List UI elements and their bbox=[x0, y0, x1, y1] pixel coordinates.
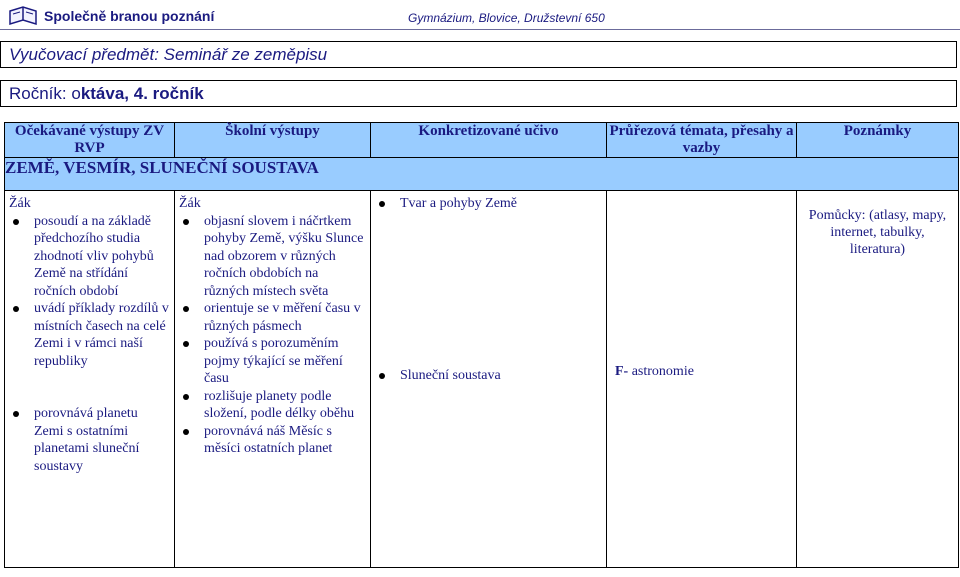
curriculum-table bbox=[4, 122, 959, 568]
cross-text: astronomie bbox=[628, 364, 694, 379]
list-item: porovnává planetu Zemi s ostatními planetami sluneční soustavy bbox=[9, 405, 170, 475]
topic-row bbox=[5, 158, 959, 191]
notes-text: Pomůcky: (atlasy, mapy, internet, tabulky, literatura) bbox=[808, 208, 947, 257]
table-header-row bbox=[5, 123, 959, 158]
list-item: posoudí a na základě předchozího studia zhodnotí vliv pohybů Země na střídání ročních období bbox=[9, 213, 170, 301]
header-logo bbox=[8, 5, 214, 27]
grade-box bbox=[0, 80, 957, 107]
col1-lead: Žák bbox=[9, 196, 31, 211]
list-item: rozlišuje planety podle složení, podle délky oběhu bbox=[179, 388, 366, 423]
logo-text: Společně branou poznání bbox=[44, 8, 215, 24]
header-expected-outcomes: Očekávané výstupy ZV RVP bbox=[5, 123, 175, 158]
list-item: Sluneční soustava bbox=[375, 367, 602, 385]
content-row bbox=[5, 191, 959, 568]
school-name: Gymnázium, Blovice, Družstevní 650 bbox=[408, 11, 605, 25]
cell-expected-outcomes bbox=[5, 191, 175, 568]
grade-label: Ročník: o bbox=[9, 83, 81, 103]
cross-prefix: F- bbox=[615, 364, 629, 379]
subject-value: Seminář ze zeměpisu bbox=[163, 44, 328, 64]
cell-notes bbox=[797, 191, 959, 568]
grade-value: ktáva, 4. ročník bbox=[80, 83, 204, 103]
cell-content bbox=[371, 191, 607, 568]
list-item: objasní slovem i náčrtkem pohyby Země, výšku Slunce nad obzorem v různých ročních obdobích na různých místech světa bbox=[179, 213, 366, 301]
list-item: uvádí příklady rozdílů v místních časech na celé Zemi i v rámci naší republiky bbox=[9, 300, 170, 370]
subject-box bbox=[0, 41, 957, 68]
header-school-outcomes: Školní výstupy bbox=[175, 123, 371, 158]
open-book-icon bbox=[8, 5, 38, 27]
header-notes: Poznámky bbox=[797, 123, 959, 158]
list-item: porovnává náš Měsíc s měsíci ostatních planet bbox=[179, 423, 366, 458]
header-cross-themes: Průřezová témata, přesahy a vazby bbox=[607, 123, 797, 158]
list-item: Tvar a pohyby Země bbox=[375, 195, 602, 213]
list-item: orientuje se v měření času v různých pásmech bbox=[179, 300, 366, 335]
cell-cross-themes bbox=[607, 191, 797, 568]
col2-lead: Žák bbox=[179, 196, 201, 211]
topic-title: ZEMĚ, VESMÍR, SLUNEČNÍ SOUSTAVA bbox=[5, 158, 959, 191]
cell-school-outcomes bbox=[175, 191, 371, 568]
header-divider bbox=[0, 29, 960, 30]
subject-label: Vyučovací předmět: bbox=[9, 44, 159, 64]
header-content: Konkretizované učivo bbox=[371, 123, 607, 158]
list-item: používá s porozuměním pojmy týkající se měření času bbox=[179, 335, 366, 388]
